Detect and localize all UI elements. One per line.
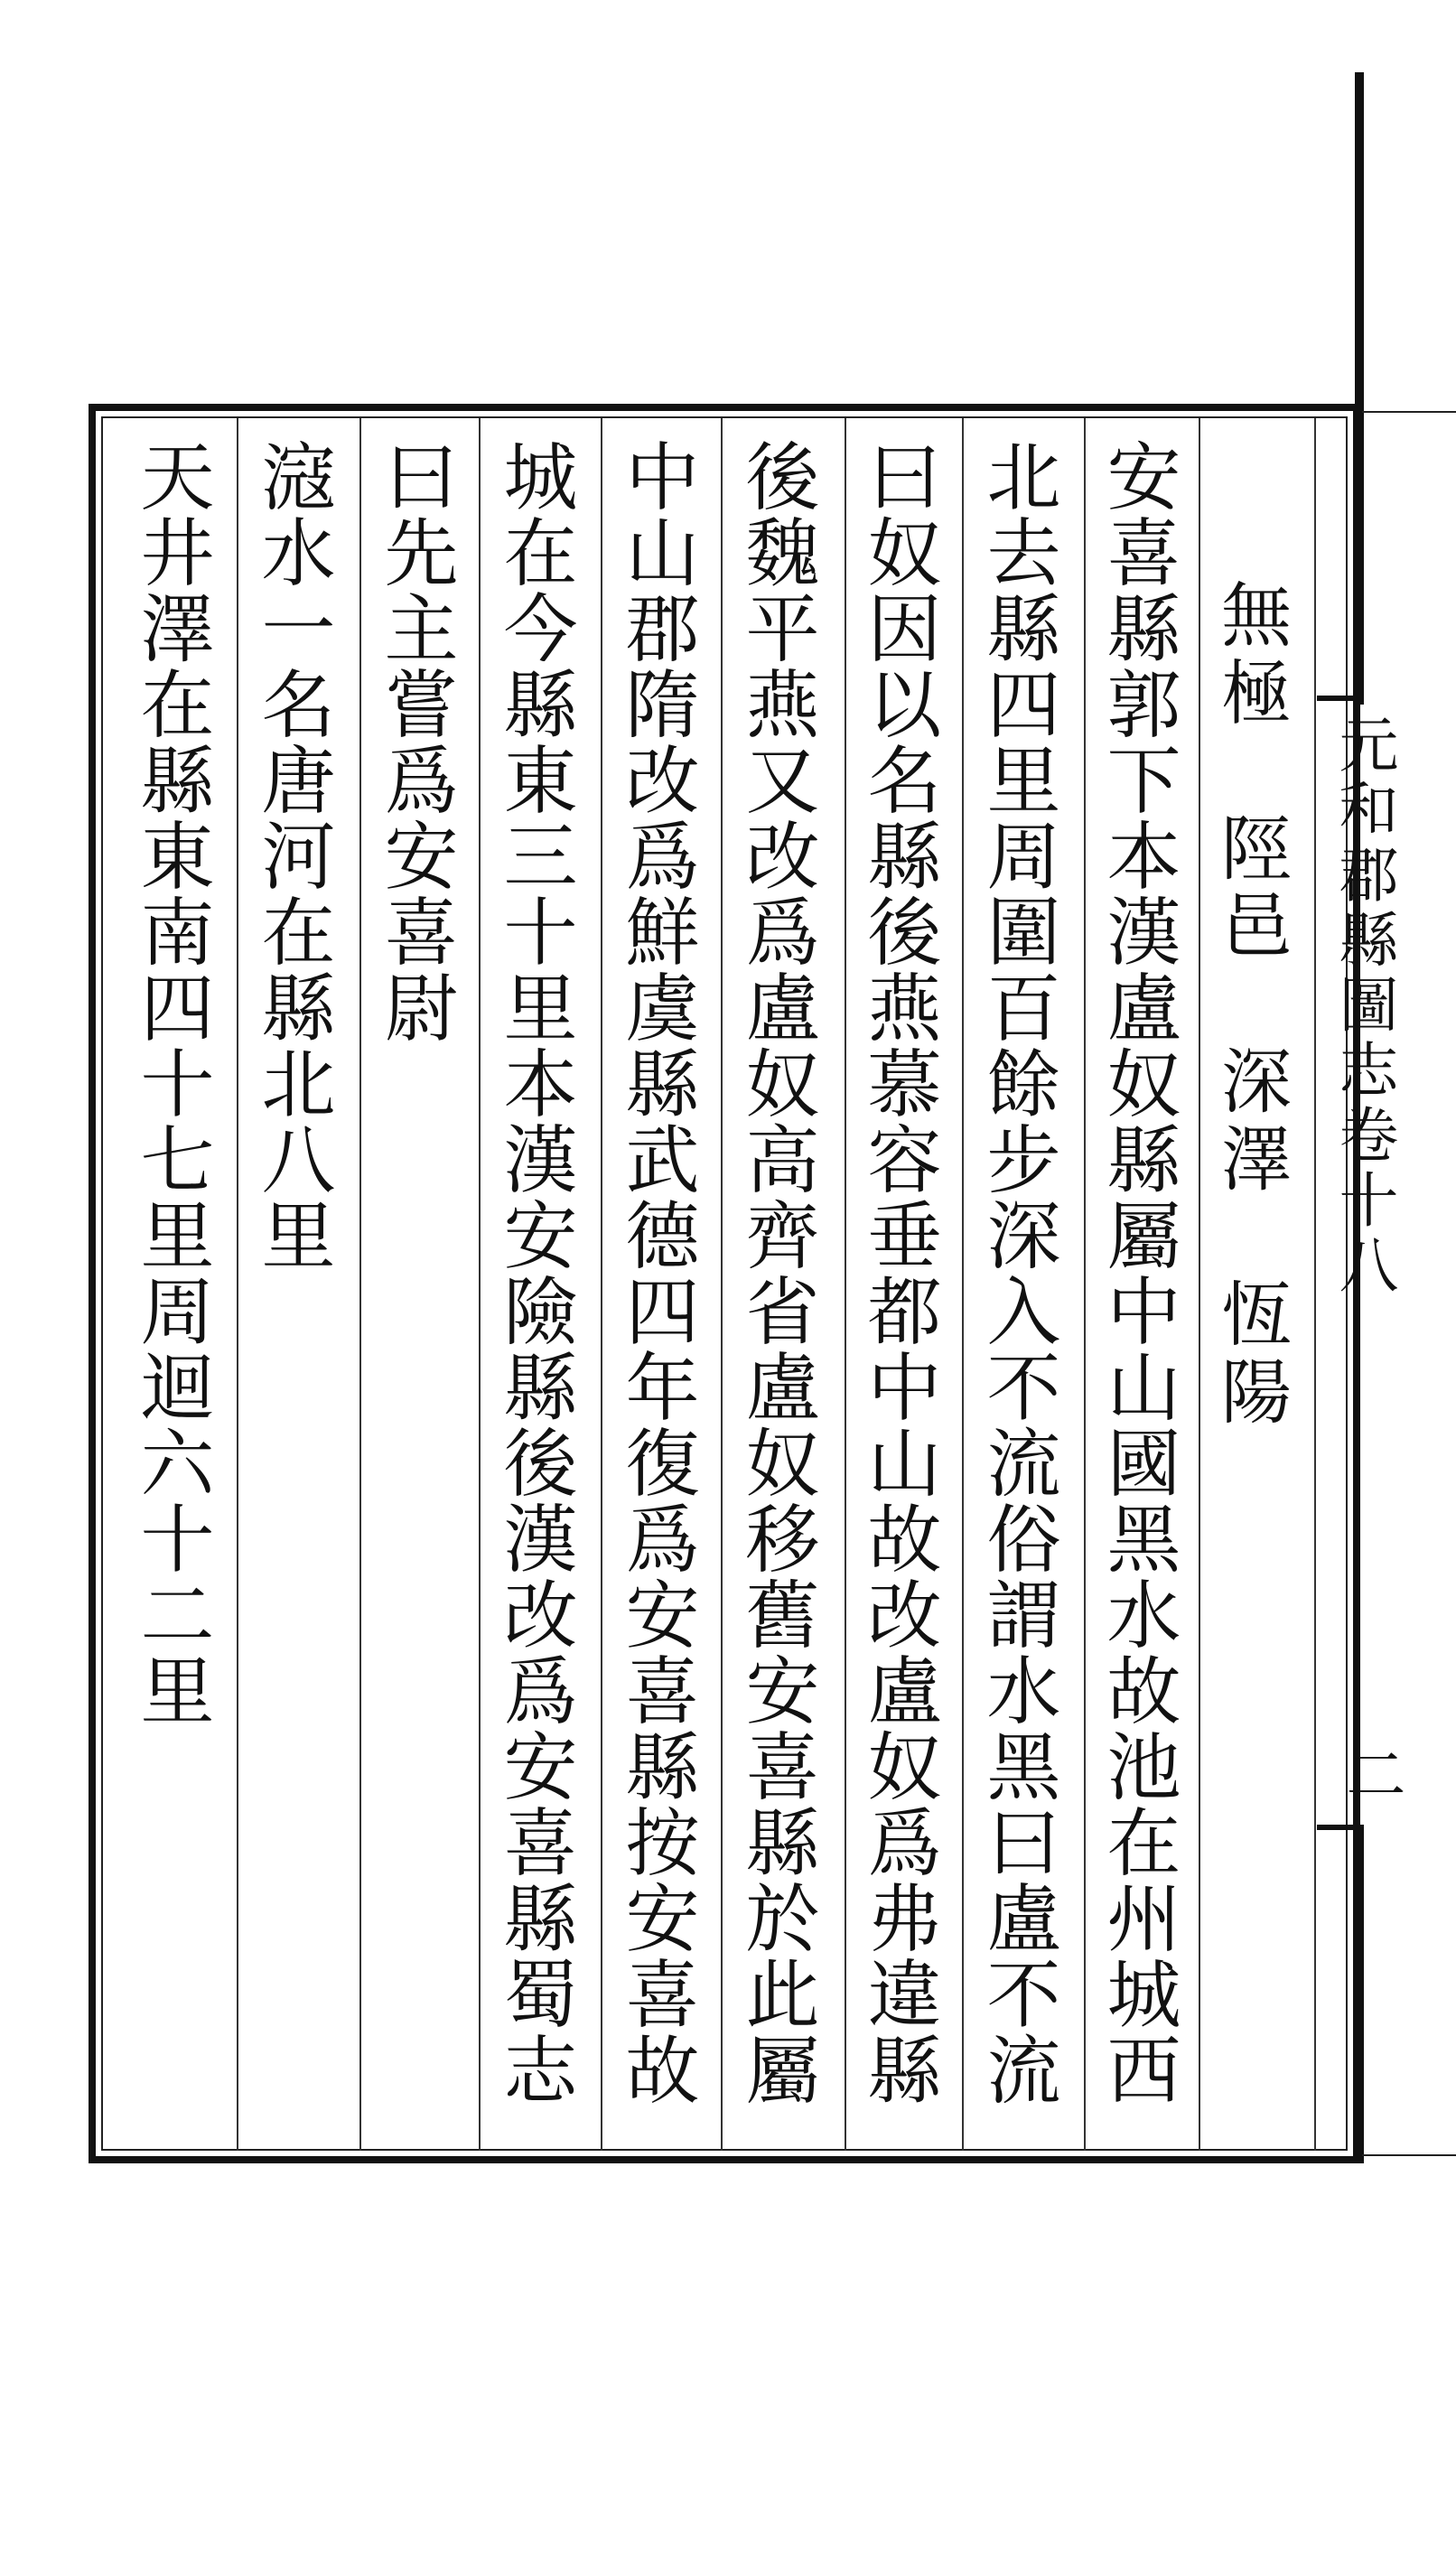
fold-black-mouth-bottom: [1355, 1825, 1364, 2163]
county-list-heading: 無極 陘邑 深澤 恆陽: [1209, 578, 1291, 1433]
column-rule: [1314, 418, 1316, 2151]
fold-title: 元和郡縣圖志卷十八: [1329, 714, 1398, 1299]
text-column: 滱水一名唐河在縣北八里: [249, 438, 335, 1273]
column-rule: [479, 418, 481, 2151]
column-rule: [601, 418, 602, 2151]
text-column: 曰先主嘗爲安喜尉: [372, 438, 458, 1045]
text-column: 天井澤在縣東南四十七里周迴六十二里: [128, 438, 214, 1728]
text-column: 曰奴因以名縣後燕慕容垂都中山故改盧奴爲弗違縣: [855, 438, 941, 2107]
column-rule: [237, 418, 238, 2151]
column-rule: [359, 418, 361, 2151]
fold-edge-line: [1362, 2154, 1456, 2156]
column-rule: [845, 418, 846, 2151]
column-rule: [1199, 418, 1200, 2151]
text-column: 中山郡隋改爲鮮虞縣武德四年復爲安喜縣按安喜故: [613, 438, 699, 2107]
fold-fishtail-top: [1317, 696, 1362, 701]
fold-fishtail-bottom: [1317, 1825, 1362, 1830]
fold-edge-line: [1362, 411, 1456, 413]
fold-black-mouth-top: [1355, 72, 1364, 705]
fold-page-number: 二: [1336, 1743, 1405, 1803]
text-column: 北去縣四里周圍百餘步深入不流俗謂水黑曰盧不流: [975, 438, 1060, 2107]
text-column: 城在今縣東三十里本漢安險縣後漢改爲安喜縣蜀志: [491, 438, 577, 2107]
column-rule: [1084, 418, 1086, 2151]
text-column: 後魏平燕又改爲盧奴高齊省盧奴移舊安喜縣於此屬: [733, 438, 819, 2107]
column-rule: [721, 418, 723, 2151]
column-rule: [962, 418, 964, 2151]
text-column: 安喜縣郭下本漢盧奴縣屬中山國黑水故池在州城西: [1095, 438, 1181, 2107]
